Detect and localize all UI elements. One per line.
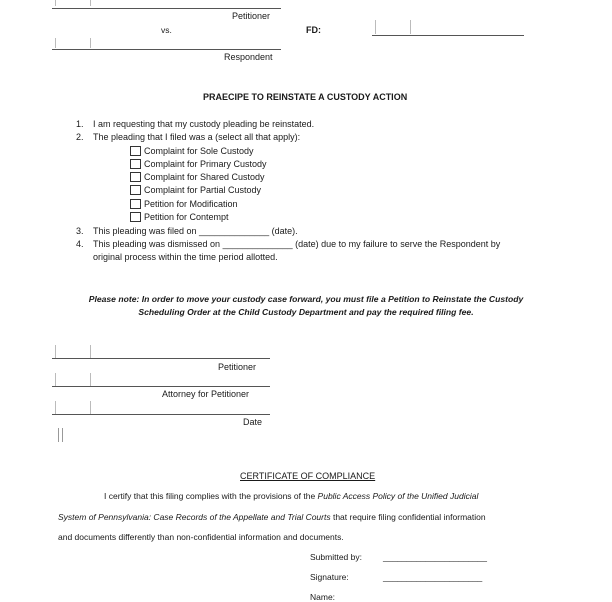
option-label: Petition for Modification [144,199,238,209]
signature-field-mark [55,373,56,386]
note-line-2: Scheduling Order at the Child Custody Department and pay the required filing fee. [138,307,474,317]
date-line[interactable] [52,414,270,415]
caption-field-mark [90,0,91,6]
item-text: The pleading that I filed was a (select all that apply): [93,132,301,142]
option-modification[interactable] [130,199,238,209]
document-title: PRAECIPE TO REINSTATE A CUSTODY ACTION [203,92,408,102]
option-label: Complaint for Partial Custody [144,185,262,195]
signature-field-mark [90,373,91,386]
petitioner-signature-line[interactable] [52,358,270,359]
caption-field-mark [90,38,91,48]
signature-field-mark [90,401,91,414]
item-number: 4. [76,239,84,249]
policy-title-continued: System of Pennsylvania: Case Records of the Appellate and Trial Courts [58,512,331,522]
checkbox[interactable] [130,212,141,222]
text-cursor-mark [58,428,59,442]
certificate-heading: CERTIFICATE OF COMPLIANCE [240,471,376,481]
checkbox[interactable] [130,159,141,169]
certificate-text: that require filing confidential information [330,512,486,522]
name-label: Name: [310,592,336,602]
fd-label: FD: [306,25,321,35]
option-label: Petition for Contempt [144,212,229,222]
certificate-text-line-2 [58,512,486,522]
signature-field-mark [55,345,56,358]
respondent-label: Respondent [224,52,273,62]
item-number: 2. [76,132,84,142]
petitioner-signature-label: Petitioner [218,362,257,372]
option-label: Complaint for Sole Custody [144,146,254,156]
item-number: 1. [76,119,84,129]
signature-label: Signature: [310,572,349,582]
option-sole-custody[interactable] [130,146,254,156]
text-cursor-mark [62,428,63,442]
certificate-text-line-3: and documents differently than non-confidential information and documents. [58,532,344,542]
petitioner-line[interactable] [52,8,281,9]
item-text: I am requesting that my custody pleading be reinstated. [93,119,315,129]
fd-field-mark [410,20,411,34]
checkbox[interactable] [130,185,141,195]
policy-title: Public Access Policy of the Unified Judicial [317,491,479,501]
vs-label: vs. [161,25,172,35]
item-text[interactable]: This pleading was dismissed on ______________ (date) due to my failure to serve the Respondent by [93,239,501,249]
option-label: Complaint for Shared Custody [144,172,265,182]
certificate-text: I certify that this filing complies with the provisions of the [104,491,318,501]
respondent-line[interactable] [52,49,281,50]
submitted-by-field[interactable]: ______________________ [383,552,488,562]
caption-field-mark [55,0,56,6]
signature-field-mark [90,345,91,358]
item-number: 3. [76,226,84,236]
item-text-continued: original process within the time period allotted. [93,252,278,262]
note-line-1: Please note: In order to move your custody case forward, you must file a Petition to Reinstate the Custody [88,294,524,304]
option-contempt[interactable] [130,212,229,222]
caption-field-mark [55,38,56,48]
attorney-signature-label: Attorney for Petitioner [162,389,250,399]
signature-field-mark [55,401,56,414]
option-label: Complaint for Primary Custody [144,159,267,169]
fd-number-line[interactable] [372,35,524,36]
certificate-text-line-1 [104,491,478,501]
checkbox[interactable] [130,199,141,209]
option-partial-custody[interactable] [130,185,261,195]
option-shared-custody[interactable] [130,172,265,182]
submitted-by-label: Submitted by: [310,552,362,562]
signature-field[interactable]: _____________________ [383,572,483,582]
item-text[interactable]: This pleading was filed on ______________ (date). [93,226,298,236]
checkbox[interactable] [130,146,141,156]
petitioner-label: Petitioner [232,11,271,21]
checkbox[interactable] [130,172,141,182]
date-label: Date [243,417,263,427]
option-primary-custody[interactable] [130,159,267,169]
attorney-signature-line[interactable] [52,386,270,387]
fd-field-mark [375,20,376,34]
